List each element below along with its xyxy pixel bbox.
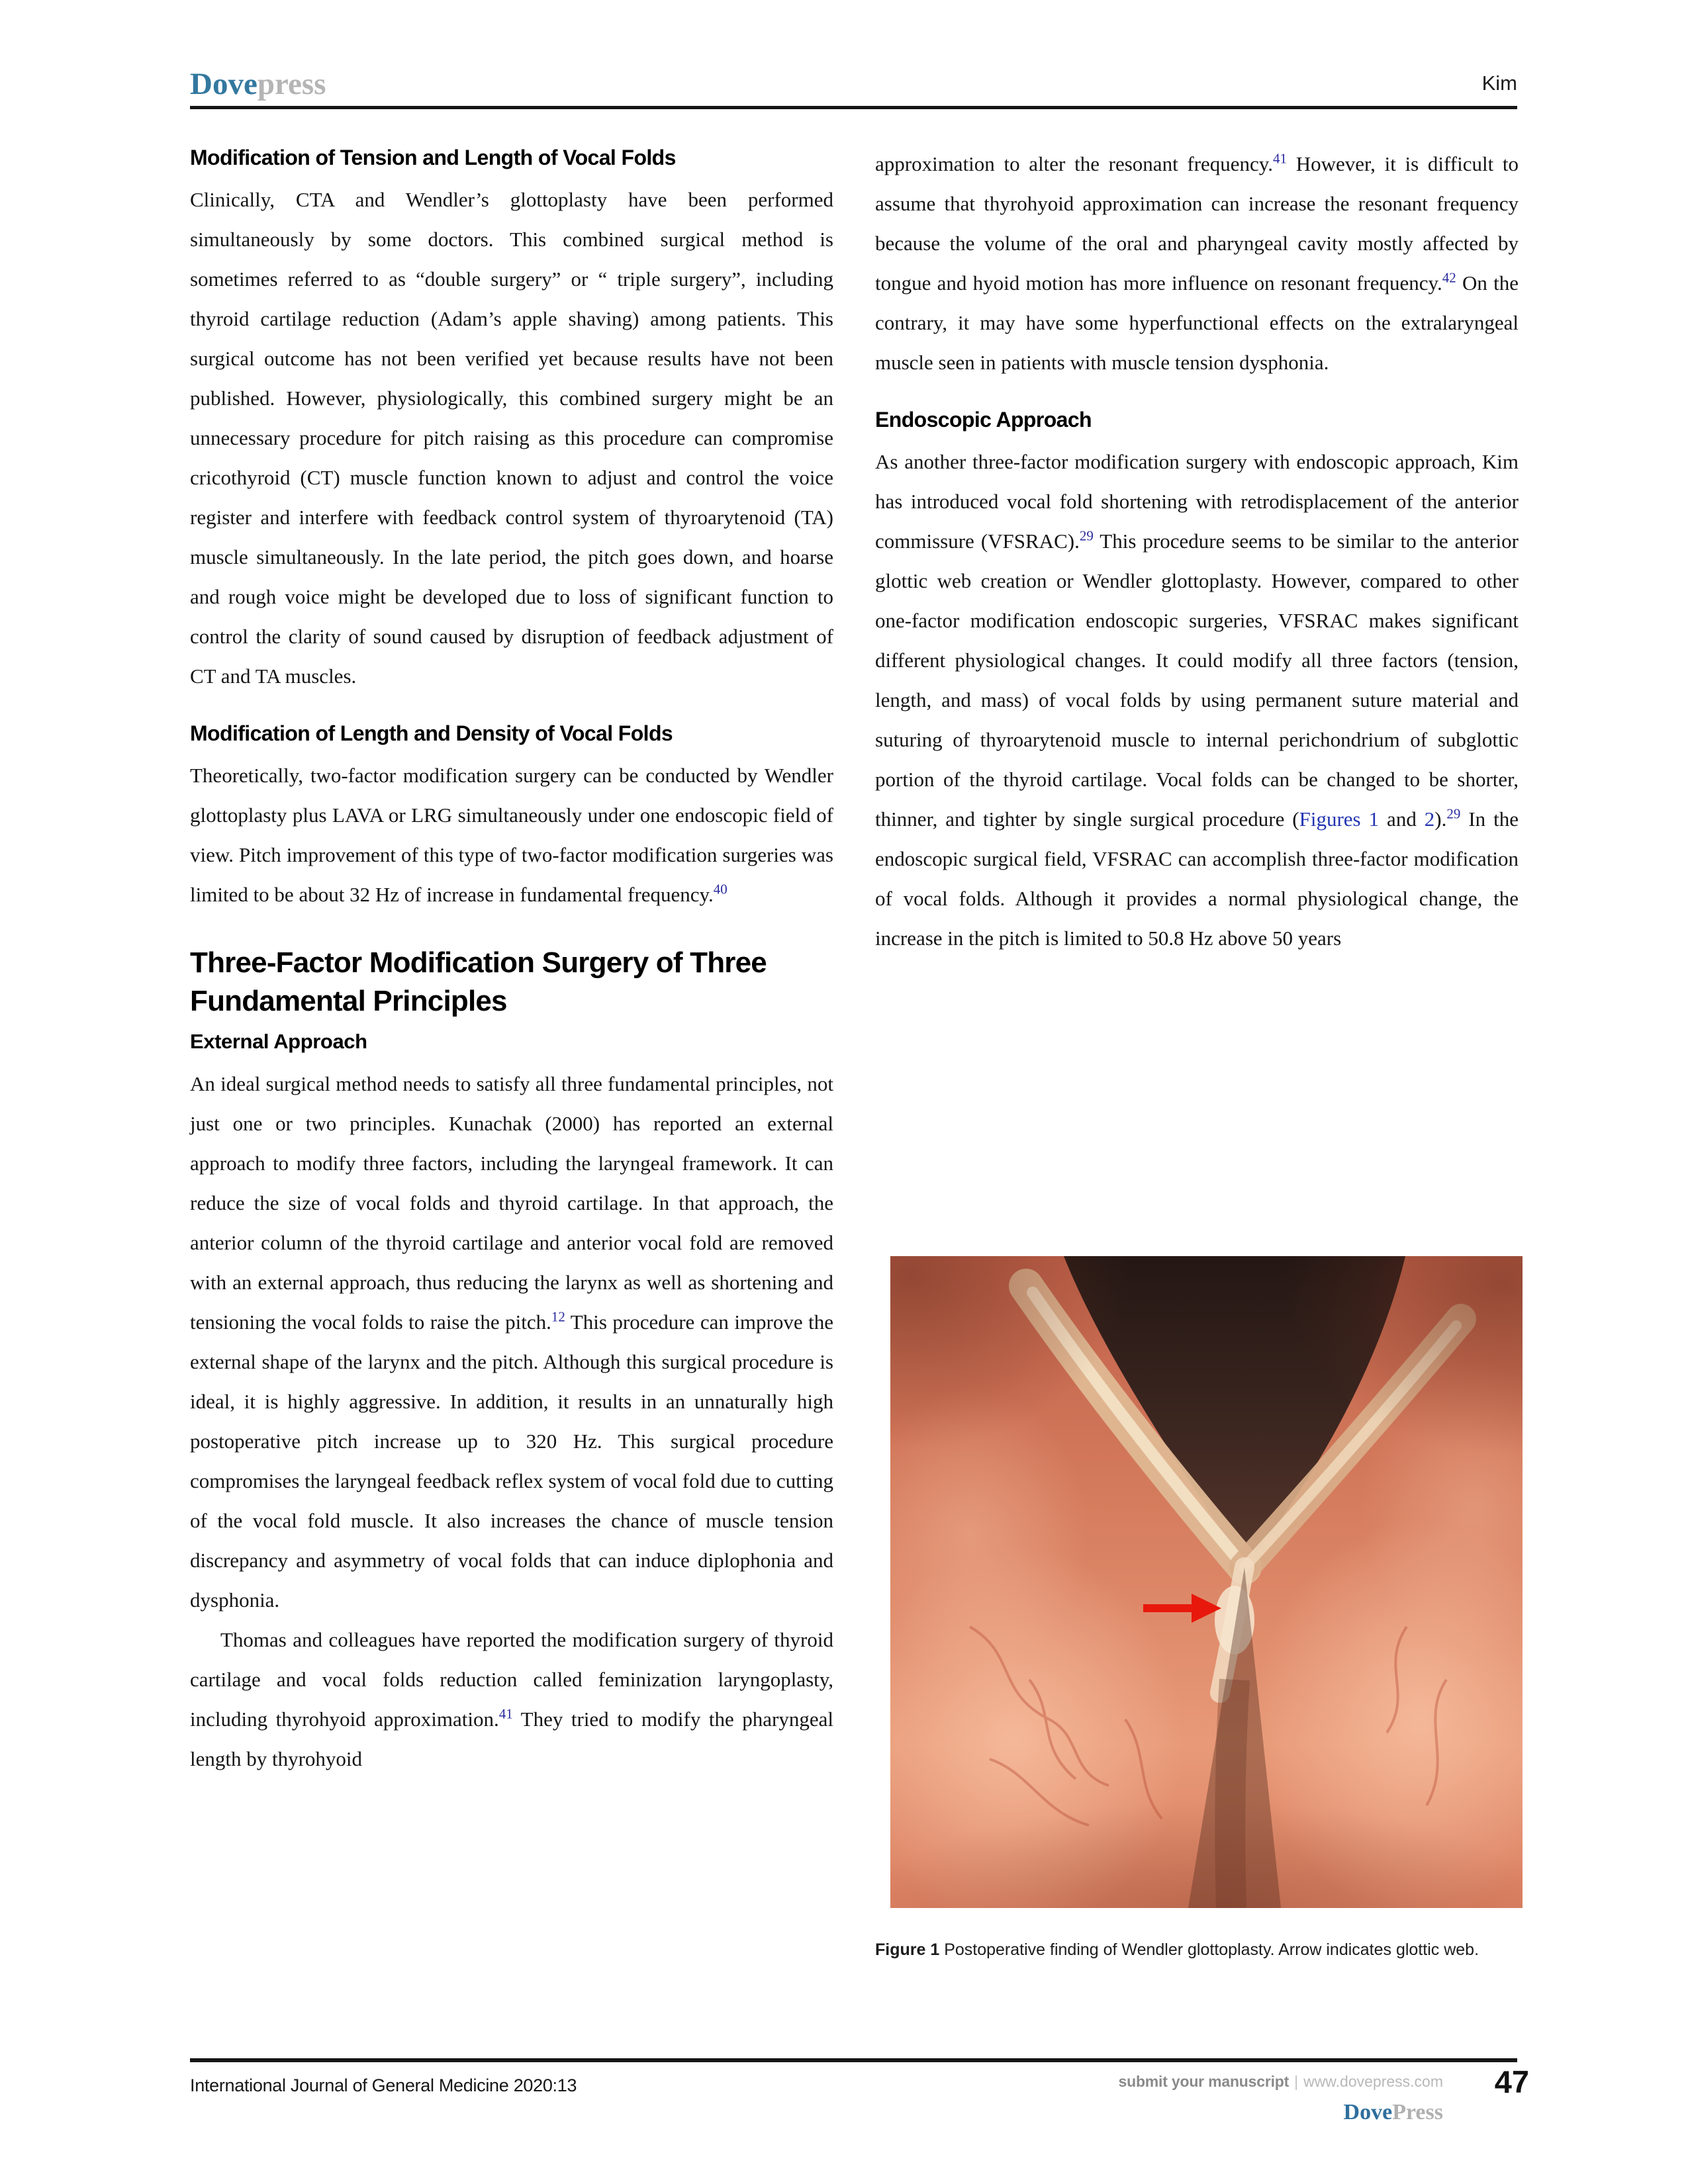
logo-dove-text: Dove [190, 67, 258, 101]
subsection-heading-external-approach: External Approach [190, 1030, 367, 1053]
figure1-caption [875, 1938, 1523, 1962]
subsection-heading-endoscopic-approach: Endoscopic Approach [875, 408, 1092, 432]
section-heading-tension-length: Modification of Tension and Length of Vocal Folds [190, 146, 676, 169]
paragraph-external-approach-2: Thomas and colleagues have reported the modification surgery of thyroid cartilage and vocal folds reduction called feminization laryngoplasty, including thyrohyoid approximation.$^{41}$ They tried to modify the pharyngeal length by thyrohyoid [190, 1628, 833, 1770]
citation-ref-29[interactable]: 29 [1079, 527, 1094, 544]
figure-crossref-link[interactable]: 2 [1424, 807, 1435, 831]
citation-ref-12[interactable]: 12 [551, 1308, 565, 1325]
submit-manuscript-label: submit your manuscript [1118, 2073, 1289, 2090]
footer-divider: | [1294, 2073, 1299, 2090]
right-column [875, 144, 1519, 958]
citation-ref-41[interactable]: 41 [498, 1706, 513, 1722]
footer-journal-title: International Journal of General Medicine 2020:13 [190, 2075, 577, 2095]
paragraph-tension-length: Clinically, CTA and Wendler’s glottoplasty have been performed simultaneously by some doctors. This combined surgical method is sometimes referred to as “double surgery” or “ triple surgery”, including thyroid cartilage reduction (Adam’s apple shaving) among patients. This surgical outcome has not been verified yet because results have not been published. However, physiologically, this combined surgery might be an unnecessary procedure for pitch raising as this procedure can compromise cricothyroid (CT) muscle function known to adjust and control the voice register and interfere with feedback control system of thyroarytenoid (TA) muscle simultaneously. In the late period, the pitch goes down, and hoarse and rough voice might be developed due to loss of significant function to control the clarity of sound caused by disruption of feedback adjustment of CT and TA muscles. [190, 188, 833, 688]
figure1-caption-label: Figure 1 [875, 1940, 940, 1959]
citation-ref-40[interactable]: 40 [713, 881, 727, 897]
paragraph-external-approach-1: An ideal surgical method needs to satisfy all three fundamental principles, not just one or two principles. Kunachak (2000) has reported an external approach to modify three factors, including the laryngeal framework. It can reduce the size of vocal folds and thyroid cartilage. In that approach, the anterior column of the thyroid cartilage and anterior vocal fold are removed with an external approach, thus reducing the larynx as well as shortening and tensioning the vocal folds to raise the pitch.$^{12}$ This procedure can improve the external shape of the larynx and the pitch. Although this surgical procedure is ideal, it is highly aggressive. In addition, it results in an unnaturally high postoperative pitch increase up to 320 Hz. This surgical procedure compromises the laryngeal feedback reflex system of vocal fold due to cutting of the vocal fold muscle. It also increases the chance of muscle tension discrepancy and asymmetry of vocal folds that can induce diplophonia and dysphonia. [190, 1072, 833, 1612]
footer-rule [190, 2058, 1517, 2062]
citation-ref-41[interactable]: 41 [1273, 150, 1288, 167]
running-head-author: Kim [1481, 71, 1517, 95]
figure-crossref-link[interactable]: Figures 1 [1299, 807, 1380, 831]
footer-right-block [1119, 2073, 1444, 2125]
footer-submit-line [1119, 2073, 1444, 2091]
footer-logo-dove-text: Dove [1343, 2100, 1393, 2124]
section-heading-three-factor: Three-Factor Modification Surgery of Three Fundamental Principles [190, 946, 767, 1017]
logo-press-text: press [257, 67, 326, 101]
footer-logo-press-text: Press [1392, 2100, 1443, 2124]
figure1-caption-text: Postoperative finding of Wendler glottoplasty. Arrow indicates glottic web. [939, 1940, 1479, 1959]
header-rule [190, 106, 1517, 109]
citation-ref-29[interactable]: 29 [1446, 805, 1461, 822]
dovepress-logo [190, 66, 326, 102]
dovepress-footer-logo [1119, 2100, 1444, 2125]
paragraph-endoscopic-approach: As another three-factor modification surgery with endoscopic approach, Kim has introduced vocal fold shortening with retrodisplacement of the anterior commissure (VFSRAC).$^{29}$ This procedure seems to be similar to the anterior glottic web creation or Wendler glottoplasty. However, compared to other one-factor modification endoscopic surgeries, VFSRAC makes significant different physiological changes. It could modify all three factors (tension, length, and mass) of vocal folds by using permanent suture material and suturing of thyroarytenoid muscle to internal perichondrium of subglottic portion of the thyroid cartilage. Vocal folds can be changed to be shorter, thinner, and tighter by single surgical procedure (Figures 1 and 2).$^{29}$ In the endoscopic surgical field, VFSRAC can accomplish three-factor modification of vocal folds. Although it provides a normal physiological change, the increase in the pitch is limited to 50.8 Hz above 50 years [875, 450, 1519, 950]
paragraph-thyrohyoid: approximation to alter the resonant frequency.$^{41}$ However, it is difficult to assume that thyrohyoid approximation can increase the resonant frequency because the volume of the oral and pharyngeal cavity mostly affected by tongue and hyoid motion has more influence on resonant frequency.$^{42}$ On the contrary, it may have some hyperfunctional effects on the extralaryngeal muscle seen in patients with muscle tension dysphonia. [875, 150, 1519, 374]
dovepress-website-link[interactable]: www.dovepress.com [1303, 2073, 1443, 2090]
figure1-image [890, 1256, 1523, 1908]
larynx-endoscopy-illustration [890, 1256, 1523, 1908]
page-number: 47 [1494, 2064, 1529, 2099]
left-column [190, 144, 833, 1779]
citation-ref-42[interactable]: 42 [1442, 269, 1456, 286]
paragraph-length-density: Theoretically, two-factor modification surgery can be conducted by Wendler glottoplasty plus LAVA or LRG simultaneously under one endoscopic field of view. Pitch improvement of this type of two-factor modification surgeries was limited to be about 32 Hz of increase in fundamental frequency.$^{40}$ [190, 764, 833, 906]
section-heading-length-density: Modification of Length and Density of Vocal Folds [190, 721, 673, 745]
